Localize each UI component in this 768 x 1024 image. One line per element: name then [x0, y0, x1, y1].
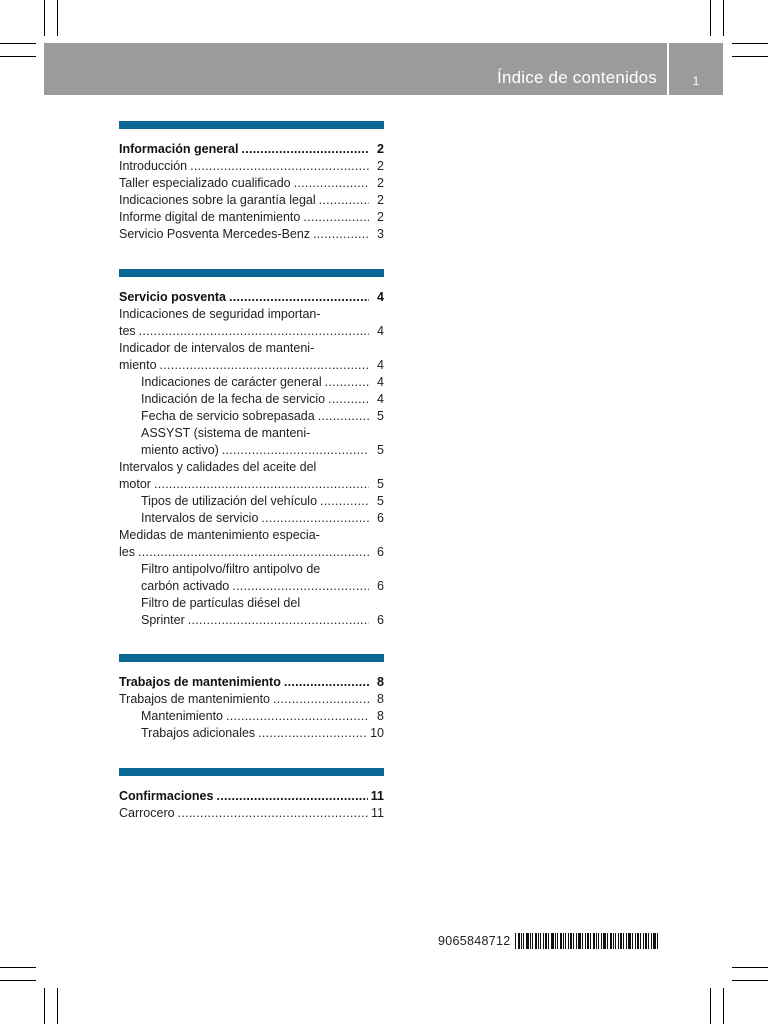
toc-entry[interactable]: [119, 340, 384, 357]
barcode-bar: [543, 933, 544, 949]
toc-section-informacion-general: [119, 121, 384, 243]
toc-entry-title: Intervalos de servicio: [141, 511, 259, 525]
barcode-bar: [565, 933, 566, 949]
toc-entry-title: Confirmaciones: [119, 789, 214, 803]
crop-mark: [732, 967, 768, 968]
leader-dots: [325, 374, 369, 391]
toc-heading[interactable]: [119, 788, 384, 805]
toc-section-trabajos-de-mantenimiento: [119, 654, 384, 742]
barcode-bar: [596, 933, 597, 949]
barcode-bar: [582, 933, 583, 949]
toc-entry-page: 4: [377, 290, 384, 304]
toc-entry-page: 2: [377, 159, 384, 173]
toc-entry[interactable]: [119, 561, 384, 578]
toc-entry[interactable]: [119, 408, 384, 425]
barcode-bar: [560, 933, 562, 949]
toc-entry-page: 11: [371, 806, 384, 820]
leader-dots: [222, 442, 369, 459]
toc-heading[interactable]: [119, 141, 384, 158]
barcode-bar: [526, 933, 529, 949]
toc-entry[interactable]: [119, 374, 384, 391]
toc-entry[interactable]: [119, 510, 384, 527]
toc-entry-page: 4: [377, 324, 384, 338]
barcode-bar: [518, 933, 520, 949]
barcode-bar: [626, 933, 627, 949]
leader-dots: [232, 578, 369, 595]
toc-entry-title: Indicaciones sobre la garantía legal: [119, 193, 316, 207]
toc-entry-page: 3: [377, 227, 384, 241]
toc-section-servicio-posventa: [119, 269, 384, 629]
section-bar: [119, 121, 384, 129]
toc-entry-page: 2: [377, 176, 384, 190]
toc-entry-title: ASSYST (sistema de manteni-: [141, 426, 311, 440]
barcode-bar: [637, 933, 639, 949]
barcode-bar: [635, 933, 636, 949]
leader-dots: [178, 805, 368, 822]
crop-mark: [44, 0, 45, 36]
leader-dots: [320, 493, 369, 510]
crop-mark: [0, 56, 36, 57]
barcode-bar: [657, 933, 658, 949]
toc-entry-title: carbón activado: [141, 579, 230, 593]
page-number-box: [669, 43, 723, 95]
toc-entry-title: les: [119, 545, 135, 559]
leader-dots: [188, 612, 369, 629]
crop-mark: [57, 0, 58, 36]
barcode-bar: [568, 933, 569, 949]
toc-entry[interactable]: [119, 691, 384, 708]
toc-entry-title: Mantenimiento: [141, 709, 223, 723]
toc-entry-page: 8: [377, 709, 384, 723]
barcode-bar: [620, 933, 622, 949]
barcode-bar: [610, 933, 612, 949]
barcode-bar: [593, 933, 595, 949]
barcode-bar: [570, 933, 572, 949]
crop-mark: [0, 967, 36, 968]
toc-entry[interactable]: [119, 544, 384, 561]
toc-entry[interactable]: [119, 158, 384, 175]
barcode-bar: [545, 933, 547, 949]
barcode-bar: [618, 933, 619, 949]
toc-entry[interactable]: [119, 192, 384, 209]
barcode-bar: [523, 933, 524, 949]
barcode-bar: [653, 933, 656, 949]
crop-mark: [732, 980, 768, 981]
toc-entry-page: 4: [377, 392, 384, 406]
toc-entry[interactable]: [119, 391, 384, 408]
toc-entry-page: 5: [377, 409, 384, 423]
toc-entry-title: Indicaciones de seguridad importan-: [119, 307, 321, 321]
toc-entry-page: 4: [377, 375, 384, 389]
toc-entry-page: 10: [370, 726, 384, 740]
leader-dots: [318, 408, 369, 425]
toc-entry-page: 5: [377, 443, 384, 457]
toc-entry-title: Tipos de utilización del vehículo: [141, 494, 318, 508]
barcode-bar: [632, 933, 633, 949]
toc-entry-page: 8: [377, 675, 384, 689]
crop-mark: [723, 988, 724, 1024]
toc-entry-page: 5: [377, 494, 384, 508]
crop-mark: [732, 56, 768, 57]
toc-entry[interactable]: [119, 612, 384, 629]
section-bar: [119, 654, 384, 662]
toc-entry-title: Filtro de partículas diésel del: [141, 596, 301, 610]
toc-entry-title: Indicador de intervalos de manteni-: [119, 341, 315, 355]
toc-entry-page: 6: [377, 579, 384, 593]
toc-entry-title: Carrocero: [119, 806, 175, 820]
toc-entry[interactable]: [119, 442, 384, 459]
barcode-bar: [628, 933, 631, 949]
page-title: Índice de contenidos: [497, 68, 657, 87]
toc-entry-page: 6: [377, 545, 384, 559]
toc-entry[interactable]: [119, 175, 384, 192]
barcode-bar: [538, 933, 539, 949]
toc-entry-title: Informe digital de mantenimiento: [119, 210, 301, 224]
toc-entry[interactable]: [119, 725, 384, 742]
header-bar: [44, 43, 667, 95]
barcode-bar: [640, 933, 641, 949]
toc-entry[interactable]: [119, 357, 384, 374]
toc-entry[interactable]: [119, 306, 384, 323]
toc-entry-title: Información general: [119, 142, 239, 156]
crop-mark: [0, 43, 36, 44]
barcode-bar: [576, 933, 577, 949]
barcode-bar: [607, 933, 608, 949]
toc-entry-title: Intervalos y calidades del aceite del: [119, 460, 317, 474]
toc-entry-title: Indicación de la fecha de servicio: [141, 392, 326, 406]
toc-entry[interactable]: [119, 209, 384, 226]
toc-entry-page: 8: [377, 692, 384, 706]
barcode-number: 9065848712: [438, 934, 511, 948]
barcode-graphic: [515, 933, 660, 949]
leader-dots: [303, 209, 369, 226]
toc-entry[interactable]: [119, 708, 384, 725]
page-number: 1: [692, 74, 700, 88]
leader-dots: [226, 708, 369, 725]
barcode-bar: [590, 933, 591, 949]
barcode-bar: [601, 933, 602, 949]
crop-mark: [0, 980, 36, 981]
section-bar: [119, 269, 384, 277]
toc-entry-title: Filtro antipolvo/filtro antipolvo de: [141, 562, 321, 576]
barcode-bar: [598, 933, 599, 949]
barcode-bar: [573, 933, 574, 949]
toc-entry-page: 5: [377, 477, 384, 491]
leader-dots: [273, 691, 369, 708]
toc-entry-page: 6: [377, 511, 384, 525]
section-bar: [119, 768, 384, 776]
toc-entry[interactable]: [119, 323, 384, 340]
barcode-bar: [551, 933, 554, 949]
toc-entry[interactable]: [119, 459, 384, 476]
barcode-bar: [535, 933, 537, 949]
toc-entry[interactable]: [119, 226, 384, 243]
barcode-bar: [530, 933, 531, 949]
toc-entry[interactable]: [119, 527, 384, 544]
toc-entry[interactable]: [119, 595, 384, 612]
barcode-bar: [613, 933, 614, 949]
toc-entry-title: Introducción: [119, 159, 188, 173]
barcode-bar: [563, 933, 564, 949]
leader-dots: [154, 476, 369, 493]
toc-entry-title: Trabajos adicionales: [141, 726, 256, 740]
leader-dots: [229, 289, 369, 306]
footer-barcode: [438, 932, 660, 950]
toc-entry-title: Medidas de mantenimiento especia-: [119, 528, 320, 542]
crop-mark: [710, 988, 711, 1024]
leader-dots: [160, 357, 369, 374]
crop-mark: [57, 988, 58, 1024]
leader-dots: [216, 788, 367, 805]
barcode-bar: [532, 933, 533, 949]
barcode-bar: [555, 933, 556, 949]
leader-dots: [258, 725, 367, 742]
leader-dots: [328, 391, 369, 408]
leader-dots: [139, 323, 369, 340]
barcode-bar: [515, 933, 516, 949]
barcode-bar: [540, 933, 541, 949]
toc-entry-title: Servicio Posventa Mercedes-Benz: [119, 227, 311, 241]
barcode-bar: [615, 933, 616, 949]
toc-entry-title: miento activo): [141, 443, 219, 457]
toc-entry-page: 2: [377, 142, 384, 156]
toc-entry[interactable]: [119, 476, 384, 493]
toc-entry[interactable]: [119, 425, 384, 442]
toc-entry-title: Taller especializado cualificado: [119, 176, 291, 190]
toc-entry-page: 11: [370, 789, 384, 803]
leader-dots: [190, 158, 369, 175]
toc-heading[interactable]: [119, 289, 384, 306]
toc-entry-title: Servicio posventa: [119, 290, 226, 304]
barcode-bar: [651, 933, 652, 949]
leader-dots: [313, 226, 369, 243]
toc-entry-title: miento: [119, 358, 157, 372]
crop-mark: [44, 988, 45, 1024]
toc-entry-page: 2: [377, 210, 384, 224]
toc-entry-title: Sprinter: [141, 613, 185, 627]
barcode-bar: [557, 933, 558, 949]
leader-dots: [241, 141, 369, 158]
leader-dots: [319, 192, 369, 209]
barcode-bar: [648, 933, 649, 949]
toc-entry[interactable]: [119, 805, 384, 822]
barcode-bar: [578, 933, 581, 949]
barcode-bar: [603, 933, 606, 949]
barcode-bar: [643, 933, 644, 949]
toc-entry-title: Indicaciones de carácter general: [141, 375, 322, 389]
barcode-bar: [548, 933, 549, 949]
toc-entry[interactable]: [119, 578, 384, 595]
barcode-bar: [585, 933, 586, 949]
crop-mark: [723, 0, 724, 36]
barcode-bar: [587, 933, 589, 949]
toc-entry[interactable]: [119, 493, 384, 510]
crop-mark: [710, 0, 711, 36]
leader-dots: [294, 175, 369, 192]
barcode-bar: [521, 933, 522, 949]
leader-dots: [138, 544, 369, 561]
toc-heading[interactable]: [119, 674, 384, 691]
leader-dots: [284, 674, 369, 691]
toc-entry-title: Trabajos de mantenimiento: [119, 675, 281, 689]
crop-mark: [732, 43, 768, 44]
toc-entry-page: 4: [377, 358, 384, 372]
toc-entry-title: Fecha de servicio sobrepasada: [141, 409, 315, 423]
toc-section-confirmaciones: [119, 768, 384, 822]
toc-entry-title: motor: [119, 477, 151, 491]
toc-entry-title: tes: [119, 324, 136, 338]
toc-entry-page: 2: [377, 193, 384, 207]
toc-entry-title: Trabajos de mantenimiento: [119, 692, 271, 706]
barcode-bar: [623, 933, 624, 949]
barcode-bar: [645, 933, 647, 949]
leader-dots: [261, 510, 369, 527]
toc-entry-page: 6: [377, 613, 384, 627]
